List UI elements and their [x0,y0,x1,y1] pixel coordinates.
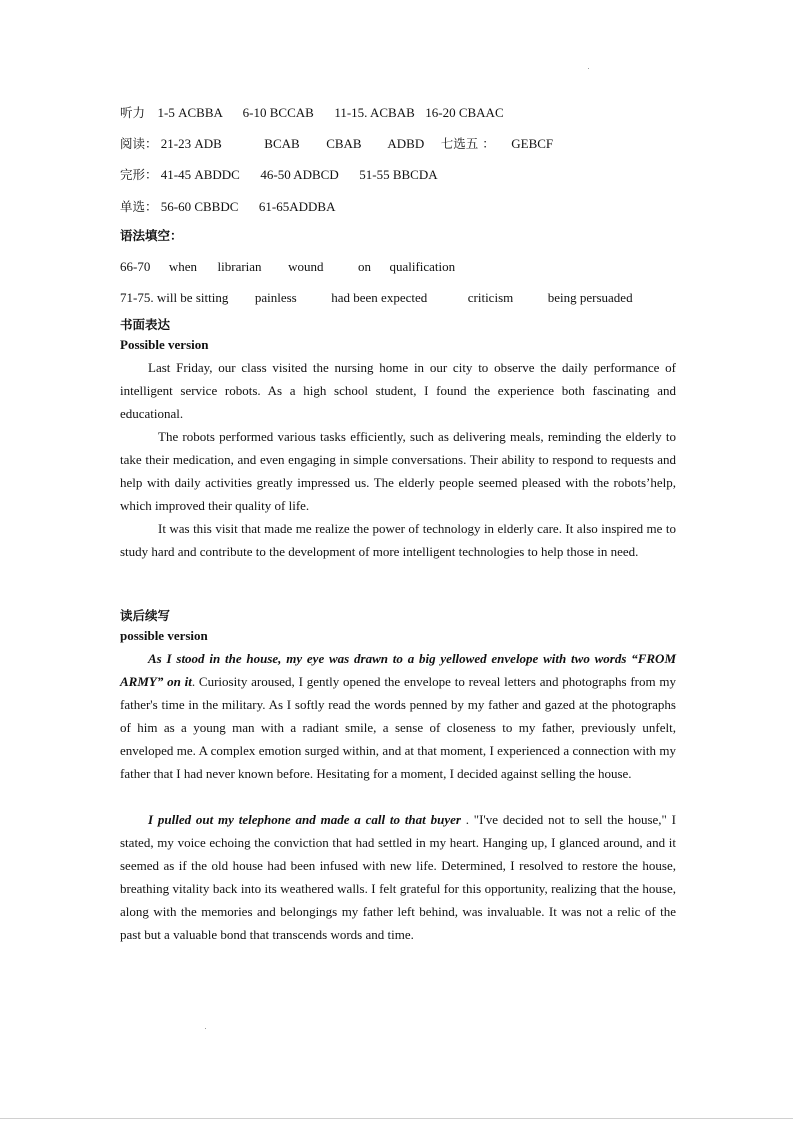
writing-paragraph: Last Friday, our class visited the nursing home in our city to observe the daily performance of intelligent service robots. As a high school student, I found the experience both fascinating and educational. [120,360,676,421]
grammar-row-2 [120,290,633,306]
grammar-answer: had been expected [331,290,428,305]
answer-group: 41-45 ABDDC [160,167,240,182]
page-bottom-rule [0,1118,793,1119]
grammar-row-1 [120,259,455,275]
listening-label: 听力 [120,105,146,120]
cloze-label: 完形： [120,167,158,182]
grammar-answer: painless [254,290,297,305]
grammar-answer: criticism [467,290,514,305]
single-choice-answers [120,197,335,215]
continuation-body: . Curiosity aroused, I gently opened the envelope to reveal letters and photographs from my father's time in the military. As I softly read the words penned by my father and gazed at the photographs of him as a young man with a radiant smile, a sense of closeness to my father, previously unfelt, enveloped me. A complex emotion surged within, and at that moment, I experienced a connection with my father that I had never known before. Hesitating for a moment, I decided against selling the house. [120,674,677,781]
grammar-answer: being persuaded [547,290,633,305]
grammar-answer: 71-75. will be sitting [120,290,229,305]
grammar-answer: when [168,259,198,274]
grammar-answer: 66-70 [120,259,151,274]
continuation-subheading: possible version [120,628,208,643]
writing-paragraph: The robots performed various tasks efficiently, such as delivering meals, reminding the elderly to take their medication, and even engaging in simple conversations. Their ability to respond to requests and help with daily activities greatly impressed us. The elderly people seemed pleased with the robots’help, which improved their quality of life. [120,429,676,513]
answer-group: 46-50 ADBCD [260,167,339,182]
grammar-answer: on [357,259,371,274]
answer-group: 61-65ADDBA [258,199,336,214]
continuation-body: . "I've decided not to sell the house," I stated, my voice echoing the conviction that had settled in my heart. Hanging up, I glanced around, and it seemed as if the old house had been infused with new life. Determined, I resolved to restore the house, breathing vitality back into its weathered walls. I felt grateful for this opportunity, realizing that the house, along with the memories and belongings my father left behind, was invaluable. It was not a relic of the past but a valuable bond that transcends words and time. [120,812,677,942]
grammar-answer: librarian [217,259,262,274]
continuation-lead-sentence: As I stood in the house, my eye was drawn to a big yellowed envelope with two words “FROM ARMY” on it [120,651,676,689]
seven-choose-five-label: 七选五 ： [440,136,495,151]
answer-group: 51-55 BBCDA [359,167,438,182]
answer-group: CBAB [326,136,362,151]
answer-group: 56-60 CBBDC [160,199,239,214]
writing-subheading: Possible version [120,337,209,352]
answer-group: 1-5 ACBBA [157,105,223,120]
cloze-answers [120,165,438,183]
listening-answers [120,103,504,121]
answer-group: 16-20 CBAAC [425,105,504,120]
scan-speck [588,68,589,69]
answer-group: BCAB [264,136,300,151]
writing-paragraph: It was this visit that made me realize the power of technology in elderly care. It also inspired me to study hard and contribute to the development of more intelligent technologies to help those in need. [120,521,676,559]
answer-group: ADBD [387,136,425,151]
scan-speck [205,1028,206,1029]
answer-group: 21-23 ADB [160,136,222,151]
answer-group: 11-15. ACBAB [334,105,415,120]
reading-answers [120,134,553,152]
writing-heading: 书面表达 [120,317,171,332]
continuation-paragraph-1 [120,647,676,785]
single-choice-label: 单选： [120,199,158,214]
continuation-paragraph-2 [120,808,676,946]
grammar-answer: qualification [389,259,456,274]
continuation-lead-sentence: I pulled out my telephone and made a call to that buyer [148,812,461,827]
continuation-heading-line [120,606,170,624]
answer-group: 6-10 BCCAB [242,105,314,120]
continuation-heading: 读后续写 [120,608,171,623]
grammar-label: 语法填空： [120,228,183,243]
answer-group: GEBCF [511,136,554,151]
reading-label: 阅读： [120,136,158,151]
writing-heading-line [120,315,170,333]
grammar-answer: wound [288,259,324,274]
grammar-label-line [120,226,183,244]
